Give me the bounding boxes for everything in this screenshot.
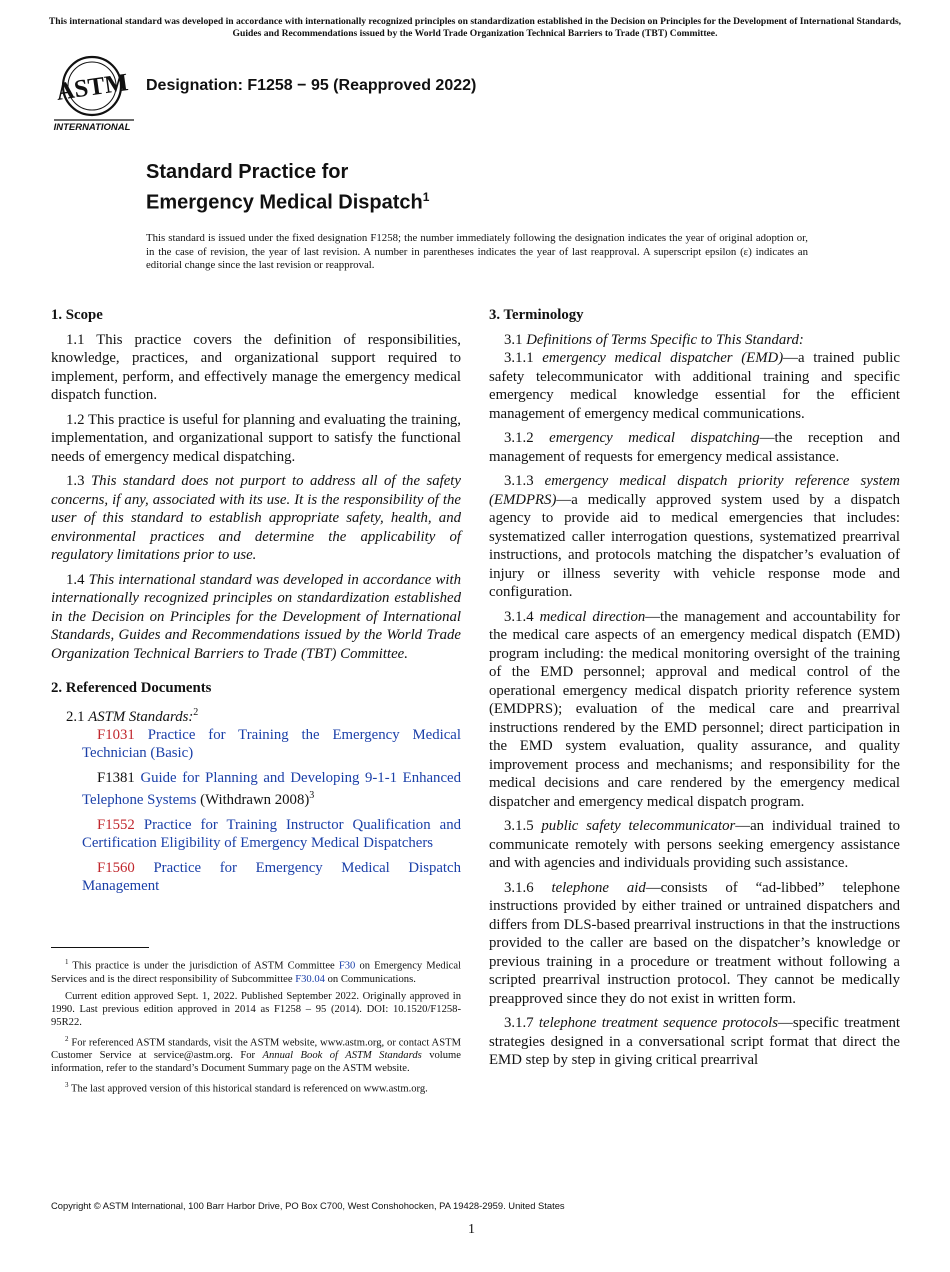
copyright: Copyright © ASTM International, 100 Barr Harbor Drive, PO Box C700, West Conshohocken, PA 19428-2959. United States: [51, 1200, 565, 1211]
scope-1-2: 1.2 This practice is useful for planning and evaluating the training, implementation, and organizational support to satisfy the functional needs of emergency medical dispatching.: [51, 411, 461, 465]
scope-1-3: 1.3 This standard does not purport to address all of the safety concerns, if any, associated with its use. It is the responsibility of the user of this standard to establish appropriate safety, health, and environmental practices and determine the applicability of regulatory limitations prior to use.: [51, 473, 461, 563]
issued-note: This standard is issued under the fixed designation F1258; the number immediately following the designation indicates the year of original adoption or, in the case of revision, the year of last revision. A number in parentheses indicates the year of last reapproval. A superscript epsilon (ε) indicates an editorial change since the last revision or reapproval.: [146, 232, 808, 271]
scope-1-4: 1.4 This international standard was developed in accordance with internationally recognized principles on standardization established in the Decision on Principles for the Development of International Standards, Guides and Recommendations issued by the World Trade Organization Technical Barriers to Trade (TBT) Committee.: [51, 571, 461, 662]
ref-item-f1381: F1381 Guide for Planning and Developing 9-1-1 Enhanced Telephone Systems (Withdrawn 2008)$^3$: [82, 769, 461, 809]
scope-heading: 1. Scope: [51, 307, 103, 323]
subcommittee-f30-04-link[interactable]: F30.04: [295, 973, 325, 985]
ref-item-f1560: F1560 Practice for Emergency Medical Dispatch Management: [82, 859, 461, 895]
ref-link-f1560[interactable]: Practice for Emergency Medical Dispatch Management: [82, 859, 461, 895]
title-line-2: Emergency Medical Dispatch$^1$: [146, 190, 430, 214]
ref-link-f1381[interactable]: Guide for Planning and Developing 9-1-1 Enhanced Telephone Systems: [82, 769, 461, 809]
scope-1-1: 1.1 This practice covers the definition of responsibilities, knowledge, practices, and organizational support required to implement, perform, and effectively manage the emergency medical dispatch function.: [51, 331, 461, 403]
term-3-1-1: 3.1.1 emergency medical dispatcher (EMD)—a trained public safety telecommunicator with additional training and specific emergency medical knowledge essential for the efficient management of emergency medical communications.: [489, 350, 900, 422]
term-3-1-5: 3.1.5 public safety telecommunicator—an individual trained to communicate remotely with persons seeking emergency assistance and with agencies and individuals providing such assistance.: [489, 818, 901, 871]
page-number: 1: [468, 1222, 475, 1237]
page-title: [146, 160, 429, 216]
term-3-1-7: 3.1.7 telephone treatment sequence protocols—specific treatment strategies designed in a conversational script format that direct the EMD step by step in giving critical prearrival: [489, 1015, 900, 1068]
title-line-1: Standard Practice for: [146, 161, 349, 183]
footnotes: [51, 956, 461, 1100]
ref-item-f1552: F1552 Practice for Training Instructor Qualification and Certification Eligibility of Emergency Medical Dispatchers: [82, 816, 461, 852]
refdocs-heading: 2. Referenced Documents: [51, 680, 212, 696]
term-3-1-4: 3.1.4 medical direction—the management and accountability for the medical care aspects of an emergency medical dispatch (EMD) program including: the medical monitoring oversight of the training of the EMD personnel; approval and medical control of the operational emergency medical dispatch priority reference system (EMDPRS); evaluation of the medical care and prearrival instructions rendered by the EMD personnel; direct participation in the EMD system evaluation, quality assurance, and quality improvement process and mechanisms; and responsibility for the medical decisions and care rendered by the emergency medical dispatcher and emergency medical dispatch program.: [489, 608, 901, 810]
title-footnote-mark: 1: [422, 190, 430, 204]
footnote-divider: [51, 947, 149, 948]
ref-item-f1031: F1031 Practice for Training the Emergency Medical Technician (Basic): [82, 726, 461, 762]
svg-text:ASTM: ASTM: [54, 69, 130, 106]
footnote-1: $^1$ This practice is under the jurisdiction of ASTM Committee F30 on Emergency Medical Services and is the direct responsibility of Subcommittee F30.04 on Communications.: [51, 958, 461, 985]
terminology-3-1: 3.1 Definitions of Terms Specific to This Standard:: [504, 331, 804, 348]
footnote-2: $^2$ For referenced ASTM standards, visit the ASTM website, www.astm.org, or contact ASTM Customer Service at service@astm.org. For Annual Book of ASTM Standards volume information, refer to the standard’s Document Summary page on the ASTM website.: [51, 1034, 461, 1075]
svg-text:INTERNATIONAL: INTERNATIONAL: [53, 122, 131, 133]
committee-f30-link[interactable]: F30: [338, 960, 356, 972]
refdocs-2-1: 2.1 ASTM Standards:$^2$: [66, 706, 199, 725]
term-3-1-2: 3.1.2 emergency medical dispatching—the reception and management of requests for emergency medical assistance.: [489, 430, 901, 465]
designation: Designation: F1258 − 95 (Reapproved 2022): [146, 77, 477, 94]
term-3-1-6: 3.1.6 telephone aid—consists of “ad-libbed” telephone instructions provided by either trained or untrained dispatchers and differs from DLS-based prearrival instructions in that the instructions provided to the caller are based on the dispatcher’s knowledge or previous training in a procedure or treatment without following a scripted prearrival instruction protocol. They cannot be medically preapproved since they do not exist in written form.: [489, 879, 900, 1007]
astm-logo: [52, 54, 136, 134]
header-notice: This international standard was developed in accordance with internationally recognized principles on standardization established in the Decision on Principles for the Development of International Standards, Guides and Recommendations issued by the World Trade Organization Technical Barriers to Trade (TBT) Committee.: [48, 16, 902, 39]
left-column: [51, 306, 461, 902]
footnote-3: $^3$ The last approved version of this historical standard is referenced on www.astm.org.: [65, 1081, 428, 1095]
term-3-1-3: 3.1.3 emergency medical dispatch priority reference system (EMDPRS)—a medically approved system used by a dispatch agency to provide aid to medical emergencies that includes: systematized caller interrogation questions, systematized prearrival instructions, and protocols matching the dispatcher’s evaluation of injury or illness severity with vehicle response mode and configuration.: [489, 473, 900, 600]
right-column: [489, 306, 900, 1076]
ref-link-f1552[interactable]: Practice for Training Instructor Qualification and Certification Eligibility of Emergency Medical Dispatchers: [82, 816, 461, 852]
ref-link-f1031[interactable]: Practice for Training the Emergency Medical Technician (Basic): [82, 726, 461, 762]
footnote-edition: Current edition approved Sept. 1, 2022. Published September 2022. Originally approved in 1990. Last previous edition approved in 2014 as F1258 – 95 (2014). DOI: 10.1520/F1258-95R22.: [51, 990, 461, 1028]
terminology-heading: 3. Terminology: [489, 307, 584, 323]
